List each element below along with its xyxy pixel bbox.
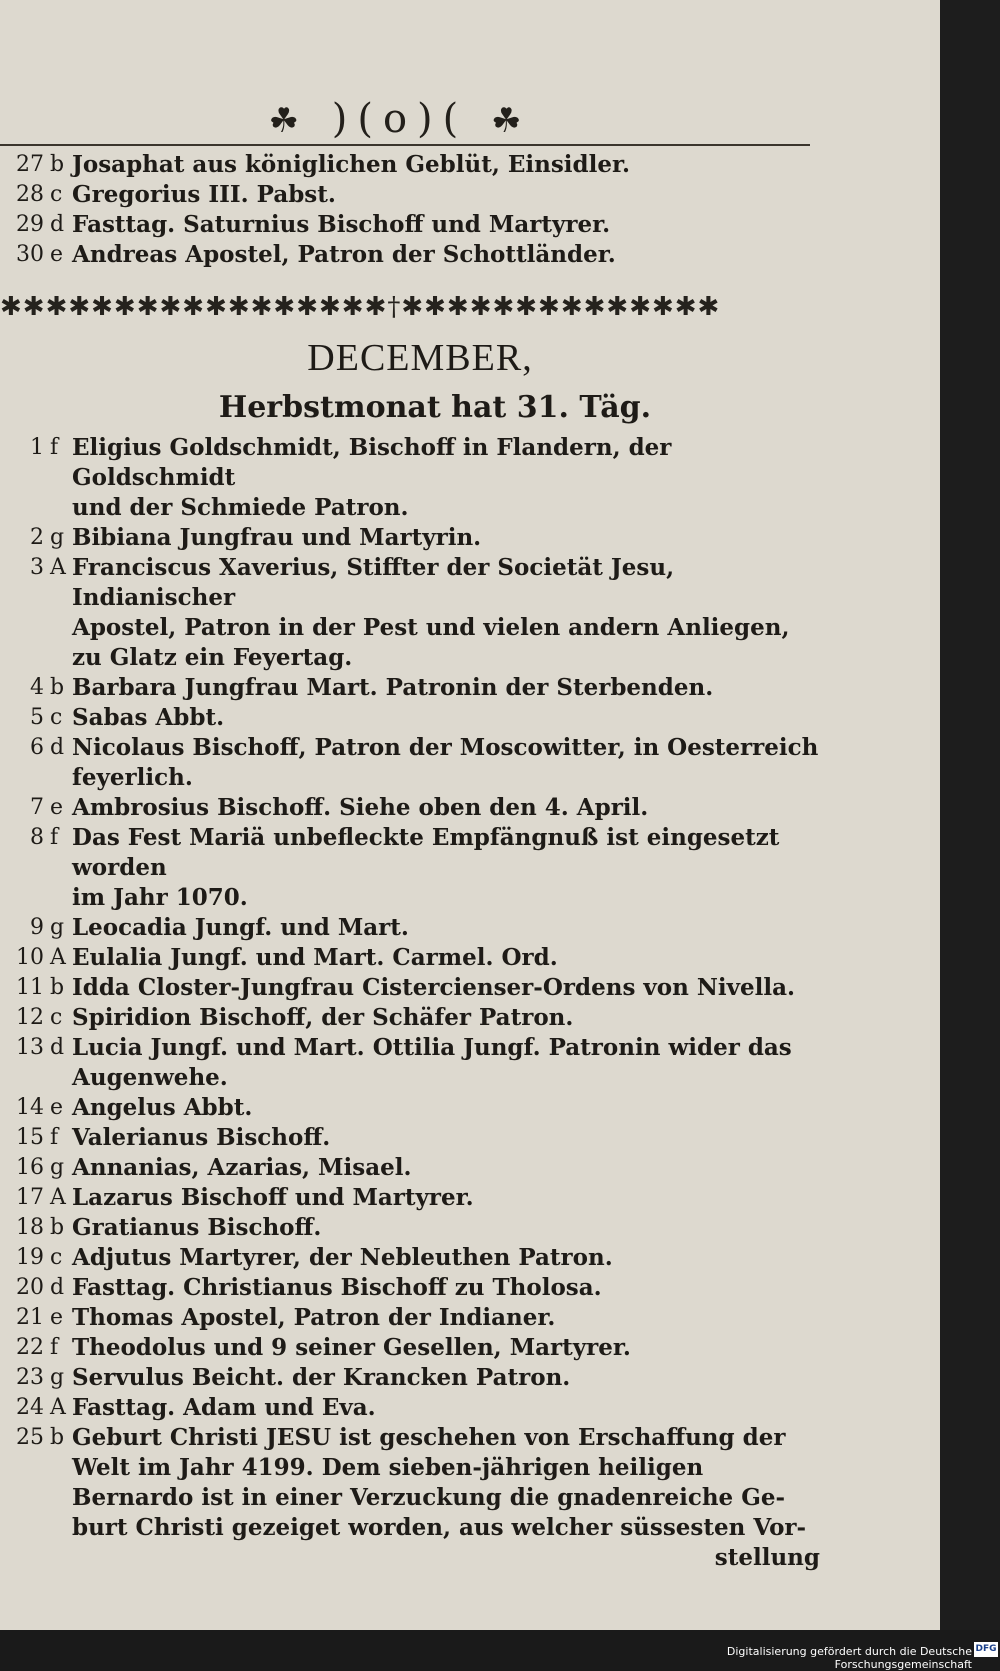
calendar-entry [0, 1363, 830, 1393]
star-divider: ✱✱✱✱✱✱✱✱✱✱✱✱✱✱✱✱✱†✱✱✱✱✱✱✱✱✱✱✱✱✱✱ [0, 292, 721, 322]
dominical-letter: A [50, 945, 66, 970]
dominical-letter: c [50, 1005, 63, 1030]
calendar-entry [0, 1123, 830, 1153]
november-entries [0, 150, 830, 270]
day-number: 27 [16, 152, 44, 177]
calendar-entry [0, 1153, 830, 1183]
day-number: 11 [16, 975, 44, 1000]
calendar-entry [0, 210, 830, 240]
entry-line: Thomas Apostel, Patron der Indianer. [72, 1304, 556, 1331]
header-ornament [250, 96, 550, 142]
entry-line: Gratianus Bischoff. [72, 1214, 322, 1241]
calendar-entry [0, 1093, 830, 1123]
entry-text [72, 1183, 830, 1213]
day-number: 8 [30, 825, 44, 850]
month-title: DECEMBER, [307, 337, 533, 379]
dominical-letter: b [50, 1215, 65, 1240]
calendar-entry [0, 1333, 830, 1363]
dfg-logo: DFG [974, 1642, 998, 1657]
calendar-entry [0, 1273, 830, 1303]
day-number: 25 [16, 1425, 44, 1450]
entry-text [72, 913, 830, 943]
fleuron-right: ☘ [490, 101, 532, 141]
dominical-letter: A [50, 1395, 66, 1420]
calendar-entry [0, 1183, 830, 1213]
entry-line: Gregorius III. Pabst. [72, 181, 336, 208]
dominical-letter: f [50, 825, 59, 850]
day-number: 4 [30, 675, 44, 700]
entry-line: Ambrosius Bischoff. Siehe oben den 4. April. [72, 794, 649, 821]
catchword: stellung [714, 1544, 820, 1571]
day-number: 1 [30, 435, 44, 460]
entry-text [72, 823, 830, 913]
entry-line: Adjutus Martyrer, der Nebleuthen Patron. [72, 1244, 613, 1271]
day-number: 7 [30, 795, 44, 820]
calendar-entry [0, 793, 830, 823]
dominical-letter: d [50, 212, 65, 237]
calendar-entry [0, 150, 830, 180]
entry-text [72, 1093, 830, 1123]
entry-line: Fasttag. Adam und Eva. [72, 1394, 376, 1421]
dominical-letter: b [50, 1425, 65, 1450]
calendar-entry [0, 1393, 830, 1423]
entry-text [72, 1393, 830, 1423]
entry-continuation: Bernardo ist in einer Verzuckung die gnadenreiche Ge- [72, 1484, 786, 1511]
fleuron-left: ☘ [268, 101, 310, 141]
entry-line: Franciscus Xaverius, Stiffter der Societät Jesu, Indianischer [72, 554, 675, 611]
entry-text [72, 433, 830, 523]
entry-line: Valerianus Bischoff. [72, 1124, 331, 1151]
dominical-letter: e [50, 242, 64, 267]
entry-text [72, 673, 830, 703]
entry-text [72, 1213, 830, 1243]
entry-text [72, 1333, 830, 1363]
entry-line: Fasttag. Saturnius Bischoff und Martyrer. [72, 211, 611, 238]
entry-text [72, 1363, 830, 1393]
entry-line: Eligius Goldschmidt, Bischoff in Flandern, der Goldschmidt [72, 434, 672, 491]
calendar-entry [0, 673, 830, 703]
calendar-entry [0, 1003, 830, 1033]
december-entries [0, 433, 830, 1573]
entry-line: Nicolaus Bischoff, Patron der Moscowitter, in Oesterreich [72, 734, 819, 761]
dominical-letter: g [50, 525, 65, 550]
entry-continuation: Augenwehe. [72, 1064, 228, 1091]
dominical-letter: d [50, 1275, 65, 1300]
scan-background [940, 0, 1000, 1630]
calendar-entry [0, 1213, 830, 1243]
day-number: 9 [30, 915, 44, 940]
dominical-letter: c [50, 705, 63, 730]
entry-text [72, 733, 830, 793]
day-number: 19 [16, 1245, 44, 1270]
calendar-entry [0, 523, 830, 553]
day-number: 23 [16, 1365, 44, 1390]
day-number: 22 [16, 1335, 44, 1360]
dominical-letter: b [50, 152, 65, 177]
day-number: 12 [16, 1005, 44, 1030]
day-number: 28 [16, 182, 44, 207]
day-number: 24 [16, 1395, 44, 1420]
entry-line: Lucia Jungf. und Mart. Ottilia Jungf. Patronin wider das [72, 1034, 792, 1061]
month-subtitle: Herbstmonat hat 31. Täg. [218, 390, 652, 425]
entry-continuation: burt Christi gezeiget worden, aus welcher süssesten Vor- [72, 1514, 807, 1541]
day-number: 10 [16, 945, 44, 970]
entry-text [72, 1003, 830, 1033]
entry-text [72, 553, 830, 673]
entry-line: Servulus Beicht. der Krancken Patron. [72, 1364, 571, 1391]
calendar-entry [0, 1243, 830, 1273]
header-rule [0, 144, 810, 146]
dominical-letter: e [50, 795, 64, 820]
entry-text [72, 793, 830, 823]
calendar-entry [0, 240, 830, 270]
entry-text [72, 150, 830, 180]
entry-continuation: im Jahr 1070. [72, 884, 248, 911]
dominical-letter: d [50, 735, 65, 760]
ornament-center: )(o)( [331, 96, 469, 142]
dominical-letter: f [50, 1125, 59, 1150]
dominical-letter: A [50, 555, 66, 580]
calendar-entry [0, 733, 830, 793]
day-number: 30 [16, 242, 44, 267]
entry-text [72, 523, 830, 553]
entry-text [72, 180, 830, 210]
calendar-entry [0, 703, 830, 733]
day-number: 2 [30, 525, 44, 550]
calendar-entry [0, 553, 830, 673]
calendar-entry [0, 1303, 830, 1333]
day-number: 3 [30, 555, 44, 580]
dominical-letter: e [50, 1095, 64, 1120]
calendar-entry [0, 943, 830, 973]
entry-continuation: und der Schmiede Patron. [72, 494, 409, 521]
dominical-letter: c [50, 1245, 63, 1270]
day-number: 29 [16, 212, 44, 237]
calendar-entry [0, 973, 830, 1003]
day-number: 20 [16, 1275, 44, 1300]
entry-text [72, 1033, 830, 1093]
entry-text [72, 1243, 830, 1273]
entry-continuation: zu Glatz ein Feyertag. [72, 644, 353, 671]
day-number: 13 [16, 1035, 44, 1060]
dominical-letter: g [50, 1155, 65, 1180]
entry-text [72, 703, 830, 733]
day-number: 14 [16, 1095, 44, 1120]
entry-line: Das Fest Mariä unbefleckte Empfängnuß ist eingesetzt worden [72, 824, 780, 881]
dominical-letter: c [50, 182, 63, 207]
entry-text [72, 210, 830, 240]
calendar-entry [0, 433, 830, 523]
entry-line: Eulalia Jungf. und Mart. Carmel. Ord. [72, 944, 558, 971]
entry-line: Barbara Jungfrau Mart. Patronin der Sterbenden. [72, 674, 714, 701]
entry-line: Fasttag. Christianus Bischoff zu Tholosa. [72, 1274, 602, 1301]
entry-text [72, 973, 830, 1003]
entry-text [72, 1153, 830, 1183]
dominical-letter: f [50, 435, 59, 460]
entry-line: Andreas Apostel, Patron der Schottländer. [72, 241, 616, 268]
entry-text [72, 1273, 830, 1303]
day-number: 21 [16, 1305, 44, 1330]
entry-line: Lazarus Bischoff und Martyrer. [72, 1184, 474, 1211]
entry-line: Angelus Abbt. [72, 1094, 253, 1121]
calendar-entry [0, 1423, 830, 1543]
calendar-entry [0, 823, 830, 913]
calendar-entry [0, 1033, 830, 1093]
entry-continuation: feyerlich. [72, 764, 193, 791]
day-number: 16 [16, 1155, 44, 1180]
entry-text [72, 943, 830, 973]
entry-text [72, 1423, 830, 1543]
entry-text [72, 240, 830, 270]
entry-line: Josaphat aus königlichen Geblüt, Einsidler. [72, 151, 630, 178]
dominical-letter: A [50, 1185, 66, 1210]
entry-continuation: Apostel, Patron in der Pest und vielen andern Anliegen, [72, 614, 790, 641]
dominical-letter: g [50, 1365, 65, 1390]
dominical-letter: b [50, 675, 65, 700]
calendar-entry [0, 180, 830, 210]
dominical-letter: f [50, 1335, 59, 1360]
entry-text [72, 1303, 830, 1333]
entry-line: Theodolus und 9 seiner Gesellen, Martyrer. [72, 1334, 631, 1361]
day-number: 15 [16, 1125, 44, 1150]
day-number: 6 [30, 735, 44, 760]
entry-line: Leocadia Jungf. und Mart. [72, 914, 409, 941]
digitization-credit: Digitalisierung gefördert durch die Deutsche Forschungsgemeinschaft [726, 1645, 972, 1671]
dominical-letter: g [50, 915, 65, 940]
entry-line: Sabas Abbt. [72, 704, 225, 731]
dominical-letter: b [50, 975, 65, 1000]
entry-line: Idda Closter-Jungfrau Cistercienser-Ordens von Nivella. [72, 974, 795, 1001]
dominical-letter: e [50, 1305, 64, 1330]
calendar-entry [0, 913, 830, 943]
entry-line: Geburt Christi JESU ist geschehen von Erschaffung der [72, 1424, 786, 1451]
entry-line: Annanias, Azarias, Misael. [72, 1154, 412, 1181]
entry-line: Spiridion Bischoff, der Schäfer Patron. [72, 1004, 574, 1031]
entry-text [72, 1123, 830, 1153]
day-number: 5 [30, 705, 44, 730]
day-number: 18 [16, 1215, 44, 1240]
dominical-letter: d [50, 1035, 65, 1060]
entry-line: Bibiana Jungfrau und Martyrin. [72, 524, 482, 551]
day-number: 17 [16, 1185, 44, 1210]
entry-continuation: Welt im Jahr 4199. Dem sieben-jährigen heiligen [72, 1454, 704, 1481]
